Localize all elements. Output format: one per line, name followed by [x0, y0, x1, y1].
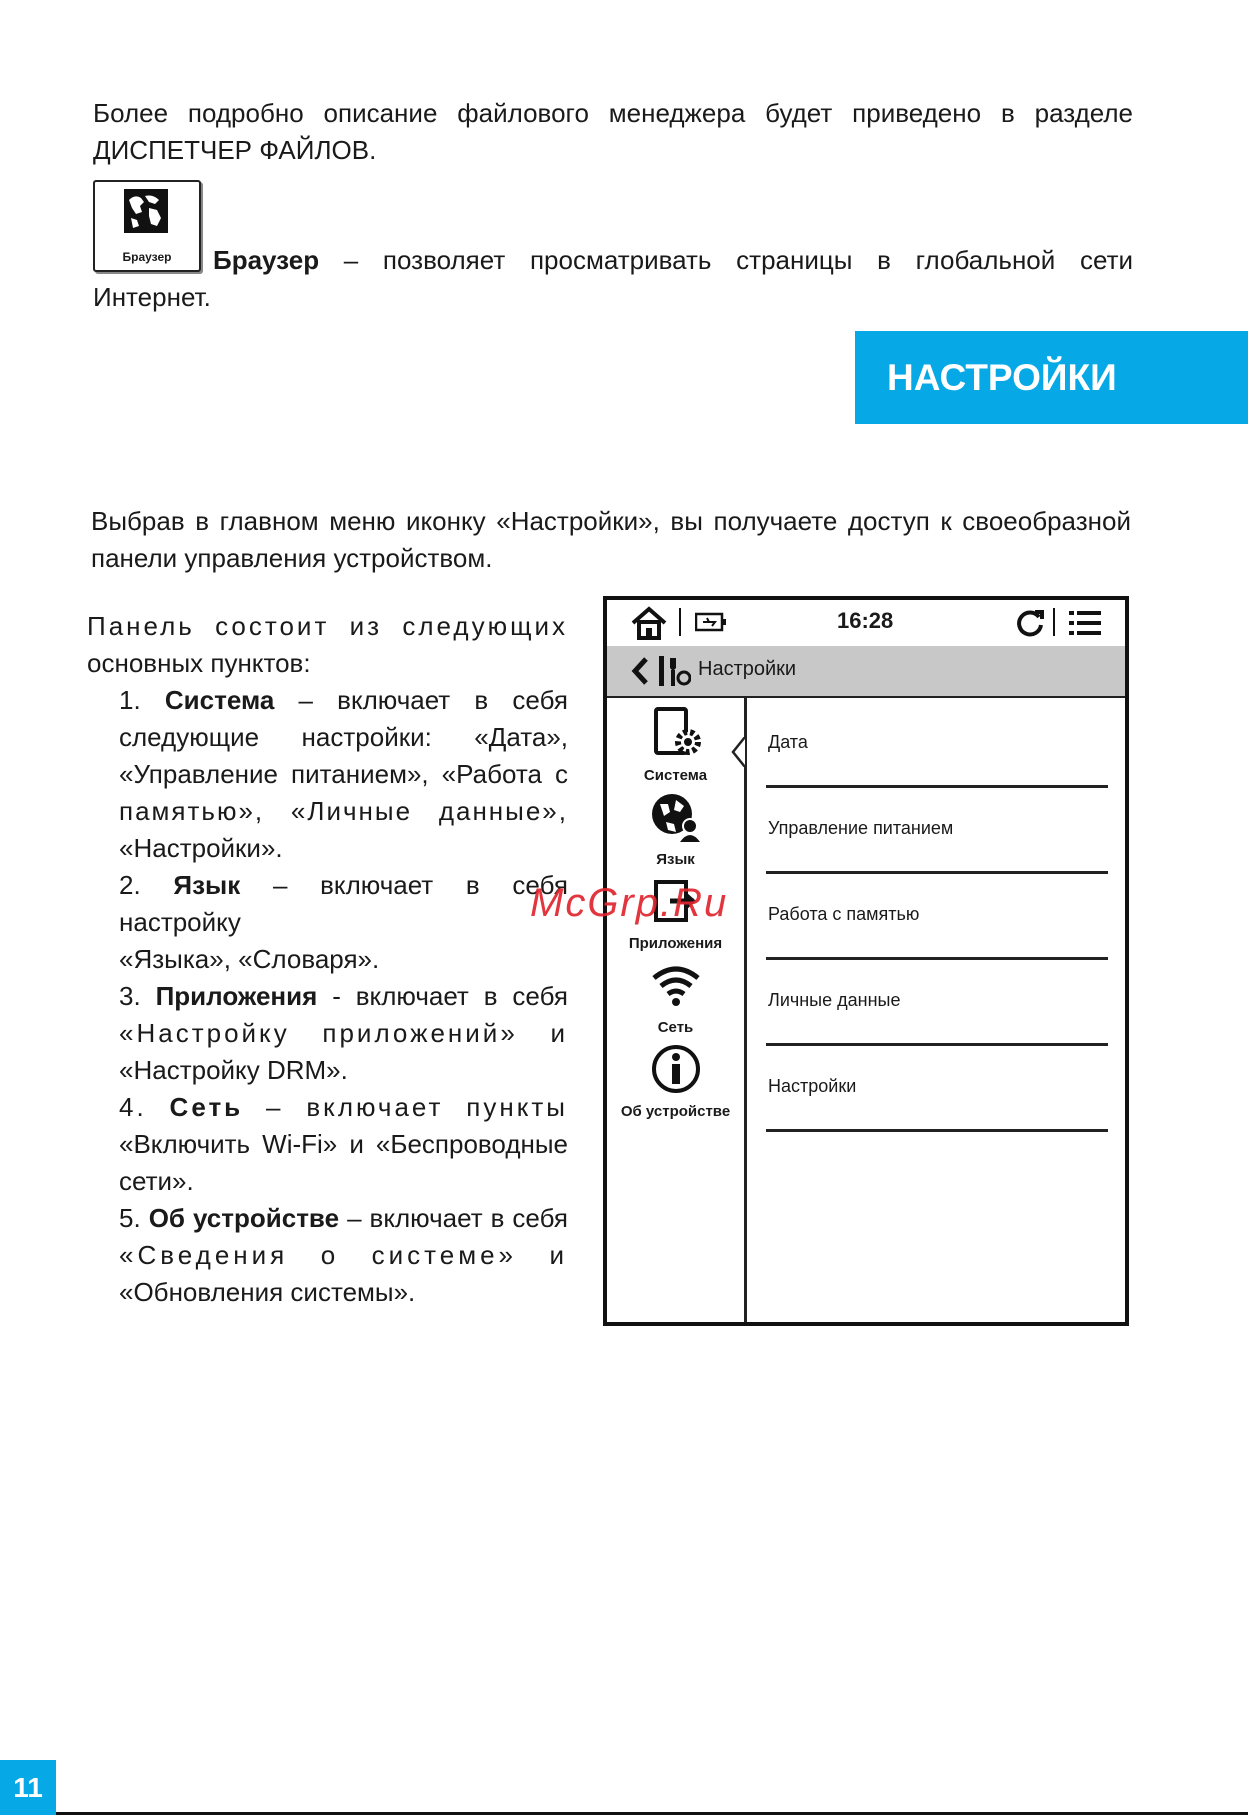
panel-lead-2: основных пунктов:	[87, 648, 311, 678]
list-item-apps-line-2: «Настройку приложений» и	[119, 1018, 568, 1048]
section-header-settings: НАСТРОЙКИ	[855, 331, 1248, 424]
nav-item-network[interactable]	[607, 958, 744, 1036]
device-gear-icon	[648, 706, 704, 760]
browser-title: Браузер	[213, 245, 320, 275]
battery-charging-icon	[695, 612, 727, 632]
screen-title: Настройки	[698, 658, 797, 680]
intro-line-2: ДИСПЕТЧЕР ФАЙЛОВ.	[93, 135, 377, 165]
list-item-system-line-3: «Управление питанием», «Работа с	[119, 759, 568, 789]
status-separator	[1053, 608, 1055, 636]
status-separator	[679, 608, 681, 636]
list-item-system-line-4: памятью», «Личные данные»,	[119, 796, 568, 826]
settings-intro-line-1: Выбрав в главном меню иконку «Настройки», вы получаете доступ к своеобразной	[91, 506, 1131, 536]
nav-label-network: Сеть	[657, 1019, 694, 1036]
list-item-system-name: Система	[164, 685, 275, 715]
settings-tools-icon	[653, 654, 691, 688]
panel-items-list	[119, 682, 568, 1311]
wifi-icon	[648, 958, 704, 1012]
list-item-about-line-2: «Сведения о системе» и	[119, 1240, 568, 1270]
settings-intro-line-2: панели управления устройством.	[91, 543, 493, 573]
globe-person-icon	[648, 790, 704, 844]
list-item-about-name: Об устройстве	[148, 1203, 340, 1233]
intro-line-1: Более подробно описание файлового менеджера будет приведено в разделе	[93, 98, 1133, 128]
nav-label-about: Об устройстве	[620, 1103, 731, 1120]
menu-item-settings[interactable]: Настройки	[766, 1046, 1108, 1132]
browser-desc-1: – позволяет просматривать страницы в глобальной сети	[343, 245, 1133, 275]
list-item-about-line-3: «Обновления системы».	[119, 1277, 416, 1307]
list-item-about-line-1: 5. Об устройстве – включает в себя	[119, 1203, 568, 1233]
list-item-language-line-2: «Языка», «Словаря».	[119, 944, 380, 974]
globe-map-icon	[123, 188, 169, 234]
menu-item-power[interactable]: Управление питанием	[766, 788, 1108, 874]
menu-item-personal-data[interactable]: Личные данные	[766, 960, 1108, 1046]
nav-label-system: Система	[643, 767, 708, 784]
page-number: 11	[0, 1760, 56, 1815]
list-item-apps-line-1: 3. Приложения - включает в себя	[119, 981, 568, 1011]
nav-item-language[interactable]	[607, 790, 744, 868]
home-icon[interactable]	[631, 606, 667, 640]
list-item-apps-line-3: «Настройку DRM».	[119, 1055, 348, 1085]
list-item-language-line-1: 2. Язык – включает в себя настройку	[119, 870, 568, 937]
browser-icon-label: Браузер	[122, 250, 172, 264]
status-bar	[607, 600, 1125, 646]
browser-line-1	[213, 242, 1133, 279]
info-icon	[648, 1042, 704, 1096]
list-item-network-line-3: сети».	[119, 1166, 194, 1196]
back-chevron-icon[interactable]	[631, 656, 649, 686]
panel-lead-1: Панель состоит из следующих	[87, 611, 568, 641]
settings-sidebar	[607, 698, 747, 1322]
menu-list-icon[interactable]	[1069, 609, 1101, 637]
nav-label-apps: Приложения	[628, 935, 723, 952]
title-bar	[607, 646, 1125, 698]
list-item-system-line-5: «Настройки».	[119, 833, 283, 863]
browser-app-icon	[93, 180, 201, 272]
menu-item-memory[interactable]: Работа с памятью	[766, 874, 1108, 960]
list-item-network-line-1: 4. Сеть – включает пункты	[119, 1092, 568, 1122]
list-item-system-line-2: следующие настройки: «Дата»,	[119, 722, 568, 752]
list-item-network-line-2: «Включить Wi-Fi» и «Беспроводные	[119, 1129, 568, 1159]
nav-label-language: Язык	[656, 851, 695, 868]
nav-item-about[interactable]	[607, 1042, 744, 1120]
list-item-network-name: Сеть	[169, 1092, 244, 1122]
selected-caret-icon	[731, 737, 747, 767]
refresh-icon[interactable]	[1015, 608, 1045, 638]
watermark: McGrp.Ru	[530, 881, 729, 925]
list-item-apps-name: Приложения	[155, 981, 318, 1011]
device-settings-screenshot	[603, 596, 1129, 1326]
list-item-language-name: Язык	[173, 870, 241, 900]
menu-item-date[interactable]: Дата	[766, 702, 1108, 788]
list-item-system-line-1: 1. Система – включает в себя	[119, 685, 568, 715]
browser-line-2: Интернет.	[93, 282, 211, 312]
status-time: 16:28	[837, 608, 894, 633]
nav-item-system[interactable]	[607, 706, 744, 784]
